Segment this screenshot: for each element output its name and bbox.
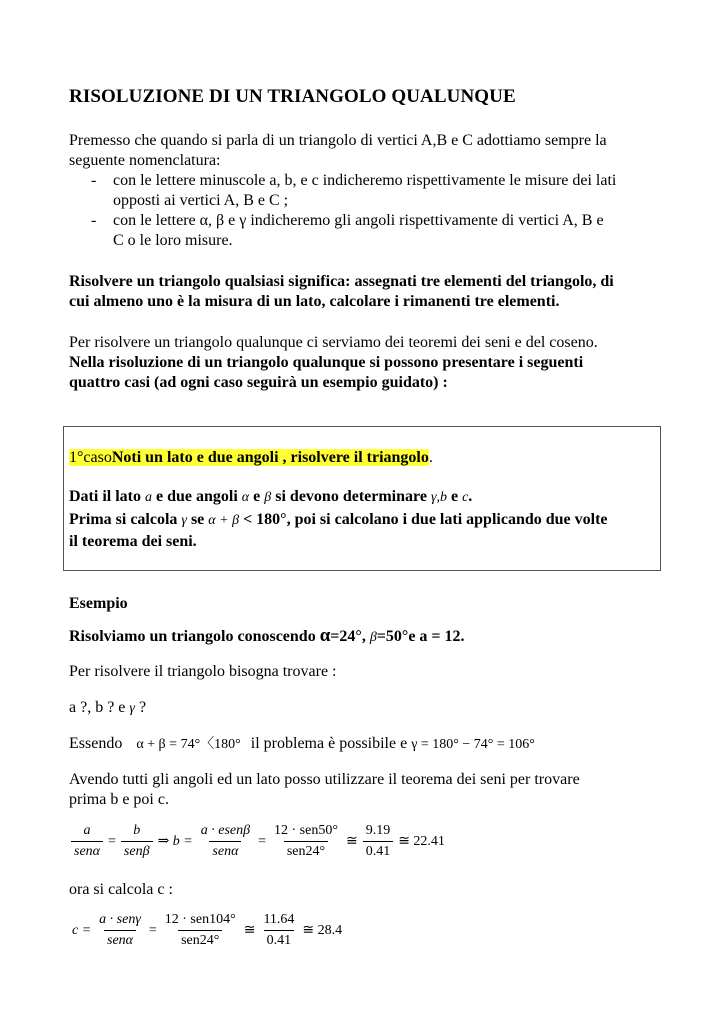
- symbol-alpha: α: [241, 490, 250, 505]
- fraction: [198, 823, 253, 860]
- case-1-label: 1°caso: [69, 449, 112, 466]
- unknowns-text: ?: [138, 699, 147, 716]
- step-text: < 180°, poi si calcolano i due lati applicando due volte: [243, 511, 608, 528]
- fraction: [121, 823, 153, 860]
- numerator: b: [133, 823, 141, 838]
- case-1-step: [69, 510, 608, 531]
- denominator: 0.41: [363, 841, 394, 860]
- law-of-sines-equation-b: [69, 823, 448, 860]
- approx-sign: ≅: [243, 923, 256, 938]
- cases-intro-line-2: Nella risoluzione di un triangolo qualunque si possono presentare i seguenti: [69, 354, 584, 371]
- since-text: Essendo: [69, 735, 123, 752]
- numerator: 12 · sen104°: [164, 912, 236, 927]
- example-since: [69, 734, 535, 755]
- case-1-given: [69, 487, 472, 508]
- problem-text: =24°,: [330, 628, 366, 645]
- bullet-1-line-2: opposti ai vertici A, B e C ;: [113, 192, 289, 209]
- given-text: e: [450, 488, 459, 505]
- cases-intro-line-1: Per risolvere un triangolo qualunque ci serviamo dei teoremi dei seni e del coseno.: [69, 334, 598, 351]
- fraction: [271, 823, 341, 860]
- given-text: e due angoli: [156, 488, 238, 505]
- denominator: sen24°: [178, 930, 222, 949]
- since-text: il problema è possibile e: [250, 735, 408, 752]
- denominator: senα: [104, 930, 136, 949]
- fraction: [260, 912, 297, 949]
- example-having-line-2: prima b e poi c.: [69, 791, 169, 808]
- implies-sign: ⇒ b =: [157, 834, 193, 849]
- condition-expression: α + β: [208, 513, 240, 528]
- fraction: [71, 823, 103, 860]
- approx-sign: ≅: [345, 834, 358, 849]
- case-1-heading: [69, 448, 433, 468]
- denominator: senα: [71, 841, 103, 860]
- cases-intro-line-3: quattro casi (ad ogni caso seguirà un esempio guidato) :: [69, 374, 448, 391]
- result-value: ≅ 22.41: [398, 834, 445, 849]
- equals-sign: =: [148, 922, 157, 938]
- denominator: senβ: [121, 841, 153, 860]
- case-1-title: Noti un lato e due angoli , risolvere il triangolo: [111, 449, 429, 466]
- bullet-dash: -: [91, 212, 97, 229]
- numerator: a · senγ: [99, 912, 141, 927]
- given-text: e: [253, 488, 261, 505]
- intro-line-1: Premesso che quando si parla di un triangolo di vertici A,B e C adottiamo sempre la: [69, 132, 607, 149]
- definition-line-2: cui almeno uno è la misura di un lato, calcolare i rimanenti tre elementi.: [69, 293, 560, 310]
- page-title: RISOLUZIONE DI UN TRIANGOLO QUALUNQUE: [69, 86, 516, 107]
- example-heading: Esempio: [69, 595, 128, 612]
- symbol-c: c: [462, 490, 469, 505]
- example-problem: [69, 626, 465, 648]
- bullet-dash: -: [91, 172, 97, 189]
- equals-sign: =: [108, 833, 116, 849]
- numerator: 9.19: [365, 823, 391, 838]
- symbol-gamma: γ: [129, 701, 135, 716]
- fraction: [162, 912, 239, 949]
- denominator: senα: [209, 841, 241, 860]
- calc-c-text: ora si calcola c :: [69, 881, 173, 898]
- problem-text: =50°e a = 12.: [376, 628, 465, 645]
- symbol-alpha: α: [319, 625, 331, 646]
- fraction: [363, 823, 394, 860]
- given-text: Dati il lato: [69, 488, 141, 505]
- equals-sign: =: [258, 833, 267, 849]
- bullet-1-line-1: con le lettere minuscole a, b, e c indicheremo rispettivamente le misure dei lati: [113, 172, 617, 189]
- definition-line-1: Risolvere un triangolo qualsiasi significa: assegnati tre elementi del triangolo, di: [69, 273, 614, 290]
- problem-text: Risolviamo un triangolo conoscendo: [69, 628, 316, 645]
- numerator: a · esenβ: [200, 823, 251, 838]
- symbol-a: a: [145, 490, 152, 505]
- step-text: se: [190, 511, 205, 528]
- given-text: si devono determinare: [275, 488, 427, 505]
- numerator: 12 · sen50°: [274, 823, 338, 838]
- result-value: ≅ 28.4: [302, 923, 343, 938]
- lhs: c =: [72, 922, 92, 938]
- case-1-period: .: [428, 449, 433, 466]
- symbol-beta: β: [264, 490, 272, 505]
- symbol-beta: β: [369, 630, 377, 645]
- gamma-expression: γ = 180° − 74° = 106°: [411, 737, 535, 752]
- bullet-2-line-2: C o le loro misure.: [113, 232, 233, 249]
- step-text: Prima si calcola: [69, 511, 178, 528]
- since-expression: α + β = 74°〈180°: [136, 737, 241, 752]
- fraction: [96, 912, 144, 949]
- denominator: 0.41: [264, 930, 295, 949]
- numerator: a: [83, 823, 91, 838]
- intro-line-2: seguente nomenclatura:: [69, 152, 221, 169]
- example-having-line-1: Avendo tutti gli angoli ed un lato posso utilizzare il teorema dei seni per trovare: [69, 771, 580, 788]
- example-need: Per risolvere il triangolo bisogna trovare :: [69, 663, 337, 680]
- denominator: sen24°: [284, 841, 328, 860]
- case-1-step-line-2: il teorema dei seni.: [69, 533, 197, 550]
- given-text: .: [468, 488, 473, 505]
- example-unknowns: [69, 698, 146, 719]
- symbol-gamma-b: γ,b: [430, 490, 447, 505]
- law-of-sines-equation-c: [69, 912, 345, 949]
- unknowns-text: a ?, b ? e: [69, 699, 126, 716]
- bullet-2-line-1: con le lettere α, β e γ indicheremo gli angoli rispettivamente di vertici A, B e: [113, 212, 604, 229]
- symbol-gamma: γ: [181, 513, 187, 528]
- numerator: 11.64: [263, 912, 295, 927]
